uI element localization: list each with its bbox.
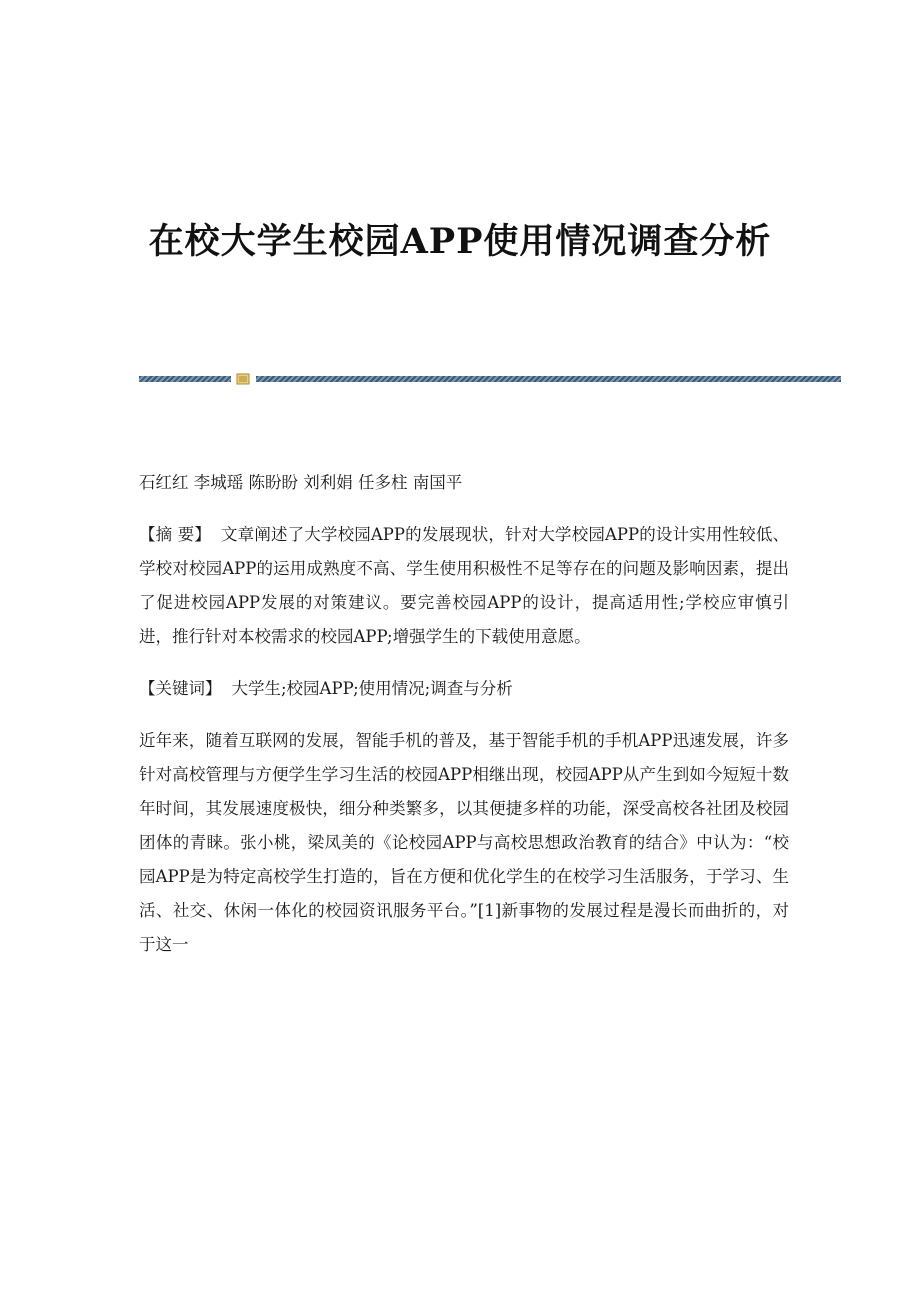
divider-bar-left xyxy=(139,376,231,382)
divider-ornament-icon xyxy=(236,373,250,385)
authors-line: 石红红 李城瑶 陈盼盼 刘利娟 任多柱 南国平 xyxy=(139,473,463,492)
abstract-text: 文章阐述了大学校园APP的发展现状，针对大学校园APP的设计实用性较低、学校对校园APP的运用成熟度不高、学生使用积极性不足等存在的问题及影响因素，提出了促进校园APP发展的对策建议。要完善校园APP的设计，提高适用性;学校应审慎引进，推行针对本校需求的校园APP;增强学生的下载使用意愿。 xyxy=(139,525,789,646)
keywords-paragraph xyxy=(139,672,789,706)
document-title: 在校大学生校园APP使用情况调查分析 xyxy=(148,221,772,262)
keywords-label: 【关键词】 xyxy=(139,679,222,698)
body-paragraph: 近年来，随着互联网的发展，智能手机的普及，基于智能手机的手机APP迅速发展，许多针对高校管理与方便学生学习生活的校园APP相继出现，校园APP从产生到如今短短十数年时间，其发展速度极快，细分种类繁多，以其便捷多样的功能，深受高校各社团及校园团体的青睐。张小桃，梁凤美的《论校园APP与高校思想政治教育的结合》中认为：“校园APP是为特定高校学生打造的，旨在方便和优化学生的在校学习生活服务，于学习、生活、社交、休闲一体化的校园资讯服务平台。”[1]新事物的发展过程是漫长而曲折的，对于这一 xyxy=(139,731,789,954)
divider-bar-right xyxy=(256,376,841,382)
title-divider xyxy=(139,373,841,385)
abstract-paragraph xyxy=(139,518,789,654)
keywords-text: 大学生;校园APP;使用情况;调查与分析 xyxy=(231,679,513,698)
document-content xyxy=(139,466,789,962)
abstract-label: 【摘 要】 xyxy=(139,525,212,544)
